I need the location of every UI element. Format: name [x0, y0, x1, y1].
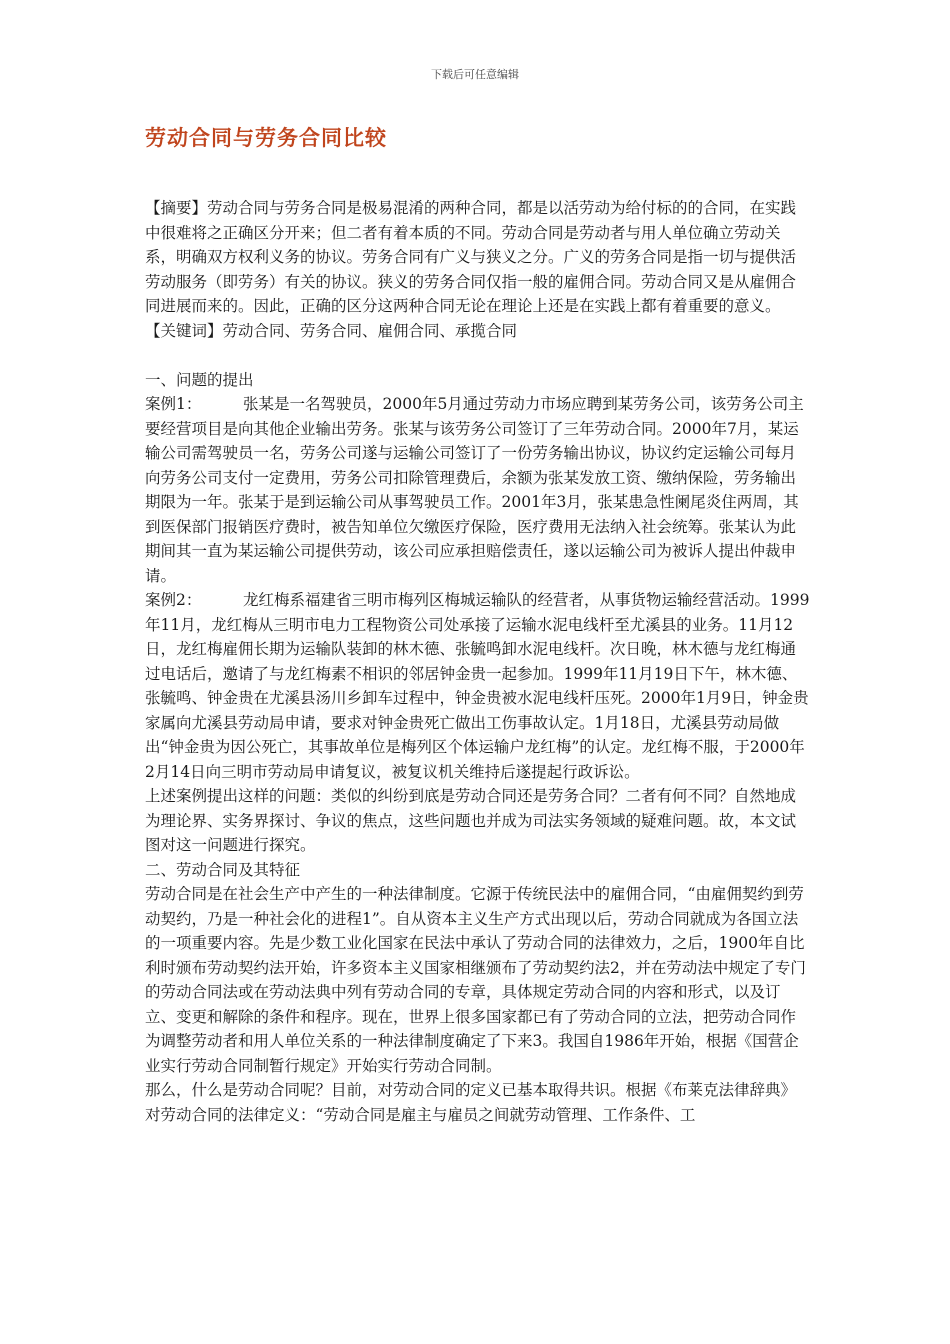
- case-2-text: 龙红梅系福建省三明市梅列区梅城运输队的经营者，从事货物运输经营活动。1999年11月，龙红梅从三明市电力工程物资公司处承接了运输水泥电线杆至尤溪县的业务。11月12日，龙红梅雇佣长期为运输队装卸的林木德、张毓鸣卸水泥电线杆。次日晚，林木德与龙红梅通过电话后，邀请了与龙红梅素不相识的邻居钟金贵一起参加。1999年11月19日下午，林木德、张毓鸣、钟金贵在尤溪县汤川乡卸车过程中，钟金贵被水泥电线杆压死。2000年1月9日，钟金贵家属向尤溪县劳动局申请，要求对钟金贵死亡做出工伤事故认定。1月18日，尤溪县劳动局做出“钟金贵为因公死亡，其事故单位是梅列区个体运输户龙红梅”的认定。龙红梅不服，于2000年2月14日向三明市劳动局申请复议，被复议机关维持后遂提起行政诉讼。: [145, 591, 810, 781]
- section-2-paragraph-1: 劳动合同是在社会生产中产生的一种法律制度。它源于传统民法中的雇佣合同，“由雇佣契约到劳动契约，乃是一种社会化的进程1”。自从资本主义生产方式出现以后，劳动合同就成为各国立法的一项重要内容。先是少数工业化国家在民法中承认了劳动合同的法律效力，之后，1900年自比利时颁布劳动契约法开始，许多资本主义国家相继颁布了劳动契约法2，并在劳动法中规定了专门的劳动合同法或在劳动法典中列有劳动合同的专章，具体规定劳动合同的内容和形式，以及订立、变更和解除的条件和程序。现在，世界上很多国家都已有了劳动合同的立法，把劳动合同作为调整劳动者和用人单位关系的一种法律制度确定了下来3。我国自1986年开始，根据《国营企业实行劳动合同制暂行规定》开始实行劳动合同制。: [145, 885, 806, 1075]
- section-2-heading: 二、劳动合同及其特征: [145, 860, 301, 879]
- case-1-text: 张某是一名驾驶员，2000年5月通过劳动力市场应聘到某劳务公司，该劳务公司主要经营项目是向其他企业输出劳务。张某与该劳务公司签订了三年劳动合同。2000年7月，某运输公司需驾驶员一名，劳务公司遂与运输公司签订了一份劳务输出协议，协议约定运输公司每月向劳务公司支付一定费用，劳务公司扣除管理费后，余额为张某发放工资、缴纳保险，劳务输出期限为一年。张某于是到运输公司从事驾驶员工作。2001年3月，张某患急性阑尾炎住两周，其到医保部门报销医疗费时，被告知单位欠缴医疗保险，医疗费用无法纳入社会统筹。张某认为此期间其一直为某运输公司提供劳动，该公司应承担赔偿责任，遂以运输公司为被诉人提出仲裁申请。: [145, 395, 804, 585]
- page-header-note: 下载后可任意编辑: [431, 68, 519, 81]
- abstract-paragraph: 【摘要】劳动合同与劳务合同是极易混淆的两种合同，都是以活劳动为给付标的的合同，在实践中很难将之正确区分开来；但二者有着本质的不同。劳动合同是劳动者与用人单位确立劳动关系，明确双方权利义务的协议。劳务合同有广义与狭义之分。广义的劳务合同是指一切与提供活劳动服务（即劳务）有关的协议。狭义的劳务合同仅指一般的雇佣合同。劳动合同又是从雇佣合同进展而来的。因此，正确的区分这两种合同无论在理论上还是在实践上都有着重要的意义。: [145, 199, 797, 315]
- case-1-label: 案例1：: [145, 395, 202, 413]
- document-body: [145, 196, 810, 1127]
- document-title: 劳动合同与劳务合同比较: [145, 126, 387, 150]
- keywords-paragraph: 【关键词】劳动合同、劳务合同、雇佣合同、承揽合同: [145, 321, 518, 340]
- case-2-paragraph: [145, 588, 810, 784]
- section-1-heading: 一、问题的提出: [145, 370, 254, 389]
- case-2-label: 案例2：: [145, 591, 202, 609]
- case-1-paragraph: [145, 392, 810, 588]
- section-2-paragraph-2: 那么，什么是劳动合同呢？目前，对劳动合同的定义已基本取得共识。根据《布莱克法律辞典》对劳动合同的法律定义：“劳动合同是雇主与雇员之间就劳动管理、工作条件、工: [145, 1081, 797, 1124]
- question-paragraph: 上述案例提出这样的问题：类似的纠纷到底是劳动合同还是劳务合同？二者有何不同？自然地成为理论界、实务界探讨、争议的焦点，这些问题也并成为司法实务领域的疑难问题。故，本文试图对这一问题进行探究。: [145, 787, 797, 854]
- paragraph-spacer: [145, 343, 810, 368]
